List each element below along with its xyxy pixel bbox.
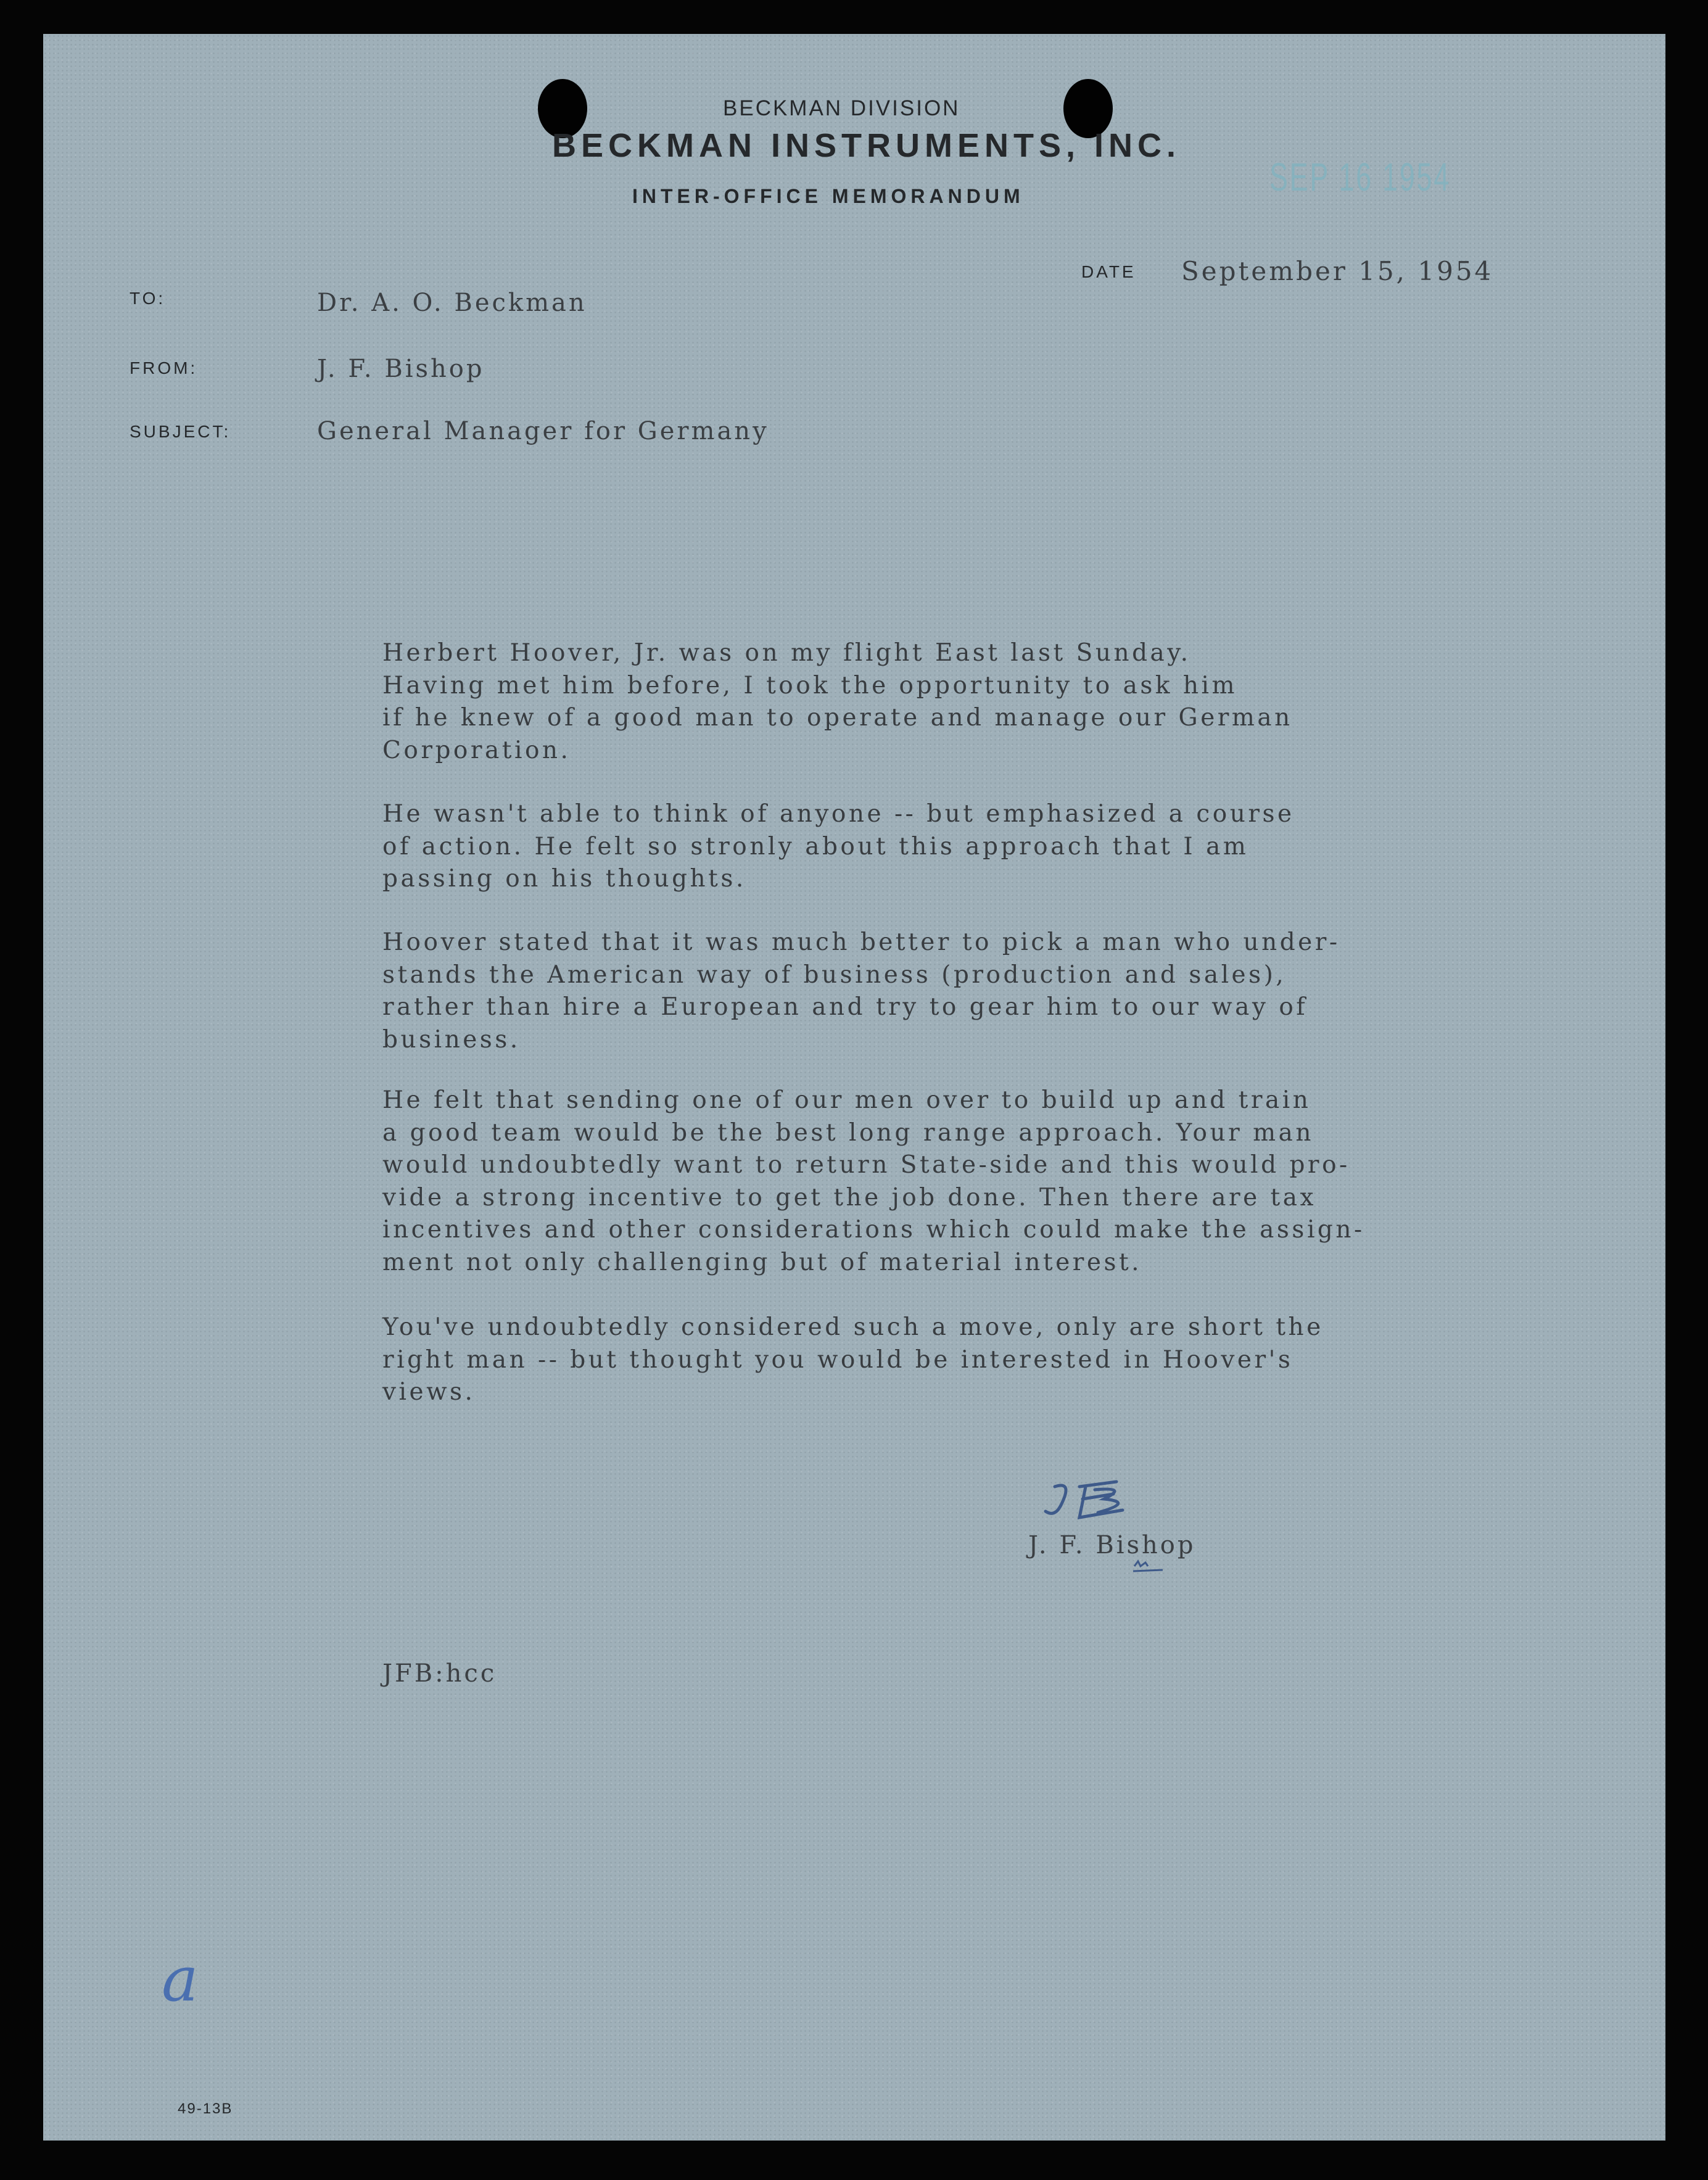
body-line: ment not only challenging but of material interest.	[382, 1248, 1142, 1276]
body-paragraph-1	[382, 637, 1293, 767]
body-line: would undoubtedly want to return State-side and this would pro-	[382, 1151, 1350, 1179]
body-line: a good team would be the best long range approach. Your man	[382, 1118, 1314, 1147]
handwritten-signature-initials	[1036, 1468, 1160, 1530]
typist-mark-scribble	[1132, 1558, 1169, 1576]
body-line: of action. He felt so stronly about this approach that I am	[382, 832, 1249, 861]
body-line: Having met him before, I took the opportunity to ask him	[382, 671, 1237, 700]
body-line: passing on his thoughts.	[382, 865, 746, 893]
body-line: business.	[382, 1025, 521, 1054]
body-line: incentives and other considerations which could make the assign-	[382, 1216, 1365, 1244]
body-paragraph-3	[382, 927, 1340, 1056]
body-paragraph-2	[382, 798, 1295, 896]
reference-initials: JFB:hcc	[382, 1659, 497, 1688]
body-line: Herbert Hoover, Jr. was on my flight East last Sunday.	[382, 639, 1191, 667]
body-paragraph-4	[382, 1084, 1365, 1279]
received-date-stamp: SEP 16 1954	[1269, 155, 1451, 199]
body-line: Hoover stated that it was much better to pick a man who under-	[382, 928, 1340, 956]
form-number: 49-13B	[178, 2100, 233, 2117]
body-line: Corporation.	[382, 736, 571, 764]
signature-name: J. F. Bishop	[1028, 1531, 1196, 1559]
letterhead-doc-type: INTER-OFFICE MEMORANDUM	[632, 185, 1025, 207]
letterhead-company: BECKMAN INSTRUMENTS, INC.	[552, 127, 1181, 164]
handwritten-mark: a	[162, 1943, 199, 2015]
from-label: FROM:	[130, 358, 198, 378]
to-label: TO:	[130, 289, 166, 308]
body-line: You've undoubtedly considered such a move, only are short the	[382, 1313, 1324, 1341]
body-paragraph-5	[382, 1311, 1324, 1409]
subject-value: General Manager for Germany	[317, 417, 769, 445]
body-line: if he knew of a good man to operate and manage our German	[382, 704, 1293, 732]
body-line: stands the American way of business (production and sales),	[382, 960, 1287, 989]
body-line: views.	[382, 1378, 476, 1406]
from-value: J. F. Bishop	[317, 355, 485, 383]
letterhead-division: BECKMAN DIVISION	[723, 96, 960, 120]
body-line: rather than hire a European and try to gear him to our way of	[382, 993, 1308, 1021]
body-line: vide a strong incentive to get the job done. Then there are tax	[382, 1183, 1316, 1212]
subject-label: SUBJECT:	[130, 422, 231, 441]
date-value: September 15, 1954	[1181, 256, 1494, 286]
body-line: He felt that sending one of our men over to build up and train	[382, 1086, 1311, 1114]
body-line: He wasn't able to think of anyone -- but emphasized a course	[382, 800, 1295, 828]
body-line: right man -- but thought you would be interested in Hoover's	[382, 1345, 1293, 1374]
date-label: DATE	[1081, 262, 1136, 281]
to-value: Dr. A. O. Beckman	[317, 289, 587, 317]
